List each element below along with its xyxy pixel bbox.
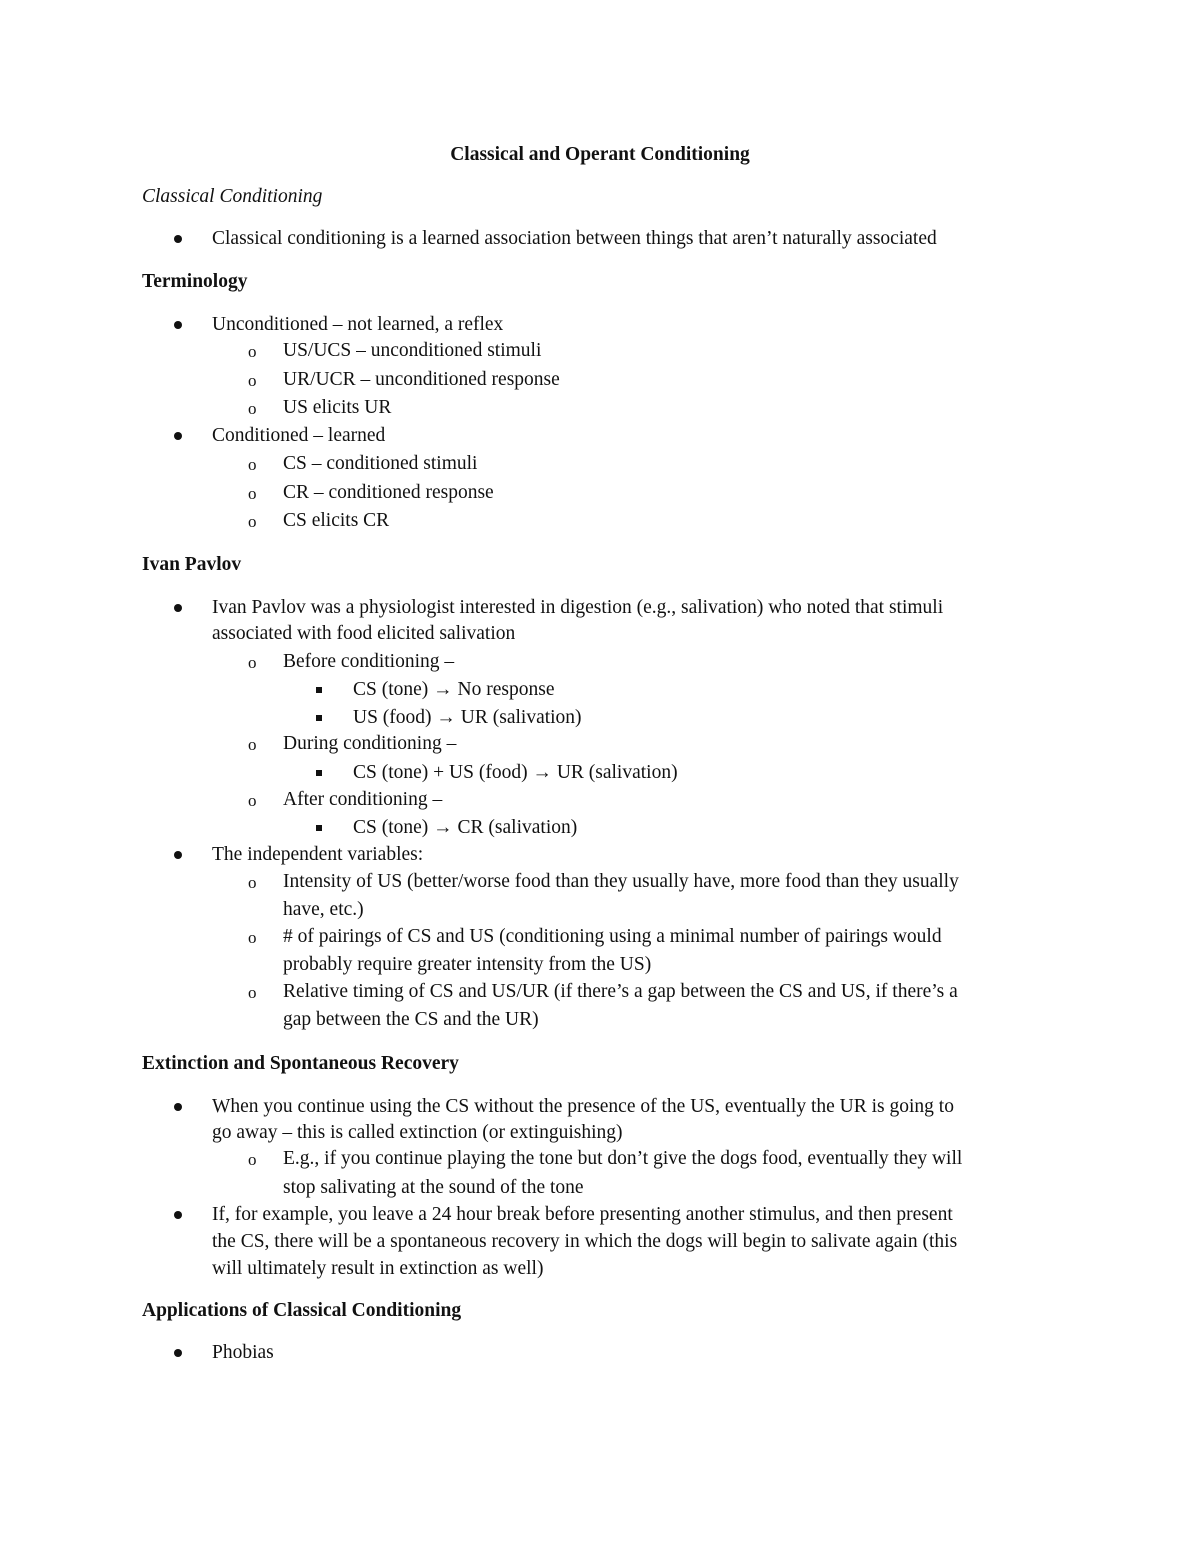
sub-bullet-icon: o [248, 484, 257, 503]
bullet-icon [174, 422, 182, 449]
sub-bullet-icon: o [248, 399, 257, 418]
bullet-icon [174, 594, 182, 621]
sub-list-item: Before conditioning – [283, 651, 455, 672]
list-item: The independent variables: [212, 844, 424, 865]
sub-list-item: CS elicits CR [283, 510, 390, 531]
list-item: Classical conditioning is a learned association between things that aren’t naturally associated [212, 228, 937, 249]
list-item-line: the CS, there will be a spontaneous recovery in which the dogs will begin to salivate again (this [212, 1231, 958, 1252]
sub-list-item: CR – conditioned response [283, 482, 494, 503]
sub-sub-list-item: CS (tone) → No response [353, 679, 555, 700]
bullet-icon [174, 1093, 182, 1120]
sub-list-item-line: Relative timing of CS and US/UR (if there’s a gap between the CS and US, if there’s a [283, 981, 958, 1002]
sub-bullet-icon: o [248, 735, 257, 754]
section-heading-terminology: Terminology [142, 271, 248, 292]
sub-list-item-line: E.g., if you continue playing the tone but don’t give the dogs food, eventually they will [283, 1148, 963, 1169]
sub-bullet-icon: o [248, 455, 257, 474]
sub-list-item: During conditioning – [283, 733, 457, 754]
sub-list-item-line: gap between the CS and the UR) [283, 1009, 539, 1030]
bullet-icon [174, 1201, 182, 1228]
sub-list-item-line: Intensity of US (better/worse food than they usually have, more food than they usually [283, 871, 959, 892]
list-item-line: associated with food elicited salivation [212, 623, 516, 644]
sub-bullet-icon: o [248, 983, 257, 1002]
sub-list-item: US elicits UR [283, 397, 392, 418]
list-item-line: When you continue using the CS without the presence of the US, eventually the UR is going to [212, 1096, 954, 1117]
document-title: Classical and Operant Conditioning [450, 144, 750, 165]
sub-bullet-icon: o [248, 873, 257, 892]
sub-list-item-line: stop salivating at the sound of the tone [283, 1177, 584, 1198]
sub-list-item: US/UCS – unconditioned stimuli [283, 340, 542, 361]
square-bullet-icon [316, 676, 322, 703]
section-heading-ivan-pavlov: Ivan Pavlov [142, 554, 242, 575]
section-heading-classical-conditioning: Classical Conditioning [142, 186, 323, 207]
list-item-line: will ultimately result in extinction as well) [212, 1258, 544, 1279]
bullet-icon [174, 311, 182, 338]
section-heading-applications: Applications of Classical Conditioning [142, 1300, 462, 1321]
sub-bullet-icon: o [248, 512, 257, 531]
sub-list-item-line: have, etc.) [283, 899, 364, 920]
bullet-icon [174, 1339, 182, 1366]
list-item: Phobias [212, 1342, 274, 1363]
list-item: Unconditioned – not learned, a reflex [212, 314, 504, 335]
sub-list-item-line: # of pairings of CS and US (conditioning using a minimal number of pairings would [283, 926, 942, 947]
sub-bullet-icon: o [248, 1150, 257, 1169]
sub-sub-list-item: US (food) → UR (salivation) [353, 707, 582, 728]
sub-bullet-icon: o [248, 342, 257, 361]
sub-sub-list-item: CS (tone) → CR (salivation) [353, 817, 578, 838]
sub-list-item: UR/UCR – unconditioned response [283, 369, 560, 390]
square-bullet-icon [316, 704, 322, 731]
section-heading-extinction: Extinction and Spontaneous Recovery [142, 1053, 459, 1074]
sub-list-item-line: probably require greater intensity from the US) [283, 954, 652, 975]
square-bullet-icon [316, 814, 322, 841]
square-bullet-icon [316, 759, 322, 786]
sub-bullet-icon: o [248, 371, 257, 390]
list-item: Conditioned – learned [212, 425, 386, 446]
sub-list-item: CS – conditioned stimuli [283, 453, 478, 474]
bullet-icon [174, 225, 182, 252]
sub-sub-list-item: CS (tone) + US (food) → UR (salivation) [353, 762, 678, 783]
list-item-line: go away – this is called extinction (or extinguishing) [212, 1122, 623, 1143]
list-item-line: Ivan Pavlov was a physiologist interested in digestion (e.g., salivation) who noted that stimuli [212, 597, 944, 618]
list-item-line: If, for example, you leave a 24 hour break before presenting another stimulus, and then present [212, 1204, 953, 1225]
sub-bullet-icon: o [248, 791, 257, 810]
sub-bullet-icon: o [248, 928, 257, 947]
sub-bullet-icon: o [248, 653, 257, 672]
sub-list-item: After conditioning – [283, 789, 443, 810]
bullet-icon [174, 841, 182, 868]
